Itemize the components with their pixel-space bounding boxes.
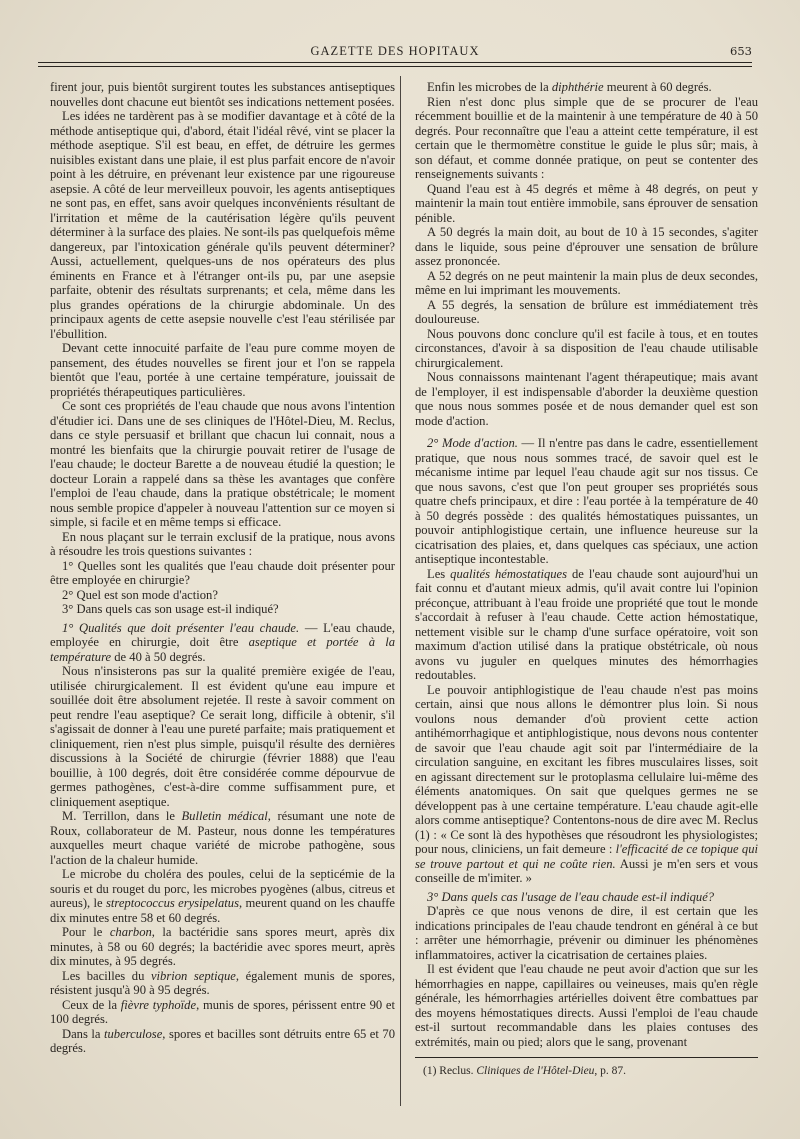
paragraph: Enfin les microbes de la diphthérie meurent à 60 degrés. — [427, 80, 712, 94]
paragraph: firent jour, puis bientôt surgirent toutes les substances antiseptiques nouvelles dont chacune eut bientôt ses indications nettement posées. — [50, 80, 395, 109]
section-3-title: 3° Dans quels cas l'usage de l'eau chaude est-il indiqué? — [427, 889, 715, 904]
paragraph: M. Terrillon, dans le Bulletin médical, résumant une note de Roux, collaborateur de M. Pasteur, nous donne les températures auxquelles meurt chaque variété de microbe pathogène, sous l'action de la chaleur humide. — [50, 809, 395, 867]
footnote-rule — [415, 1057, 758, 1058]
paragraph: Le pouvoir antiphlogistique de l'eau chaude n'est pas moins certain, ainsi que nous allons le démontrer plus loin. Si nous voulons nous demander d'où provient cette action antihémorrhagique et antiphlogistique, nous devons nous contenter de savoir que l'eau chaude agit soit par l'intermédiaire de la circulation sanguine, en excitant les fibres musculaires lisses, soit en agissant directement sur le protoplasma cellulaire lui-même des éléments anatomiques. On sait que quelques germes ne se développent pas à une certaine température. L'eau chaude agit-elle alors comme antiseptique? Contentons-nous de dire avec M. Reclus (1) : « Ce sont là des hypothèses que résoudront les physiologistes; pour nous, cliniciens, un fait demeure : l'efficacité de ce topique qui se trouve partout et qui ne coûte rien. Aussi je m'en sers et vous conseille de m'imiter. » — [415, 682, 758, 885]
paragraph: Rien n'est donc plus simple que de se procurer de l'eau récemment bouillie et de la maintenir à une température de 40 à 50 degrés. Pour reconnaître que l'eau a atteint cette température, il est certain que le thermomètre constitue le guide le plus sûr; mais, à son défaut, et comme donnée pratique, on peut se contenter des renseignements suivants : — [415, 94, 758, 181]
page-number: 653 — [730, 44, 752, 58]
paragraph: D'après ce que nous venons de dire, il est certain que les indications principales de l'eau chaude tendront en général à ce but : arrêter une hémorrhagie, prévenir ou diminuer les phénomènes inflammatoires, activer la cicatrisation de certaines plaies. — [415, 904, 758, 962]
paragraph: Nous pouvons donc conclure qu'il est facile à tous, et en toutes circonstances, d'avoir à sa disposition de l'eau chaude utilisable chirurgicalement. — [415, 326, 758, 370]
paragraph: Ceux de la fièvre typhoïde, munis de spores, périssent entre 90 et 100 degrés. — [50, 997, 395, 1026]
paragraph: En nous plaçant sur le terrain exclusif de la pratique, nous avons à résoudre les trois questions suivantes : — [50, 529, 395, 558]
paragraph: A 52 degrés on ne peut maintenir la main plus de deux secondes, même en lui imprimant les mouvements. — [415, 268, 758, 297]
section-2-title: 2° Mode d'action. — [427, 436, 518, 450]
running-header — [38, 44, 752, 62]
section-2-intro: 2° Mode d'action. — Il n'entre pas dans le cadre, essentiellement pratique, que nous nous sommes tracé, de savoir quel est le mécanisme intime par lequel l'eau chaude agit sur nos tissus. Ce que nous savons, c'est que l'on peut grouper ses propriétés sous quatre chefs principaux, et dire : l'eau portée à la température de 40 à 50 degrés possède : des qualités hémostatiques puissantes, un pouvoir antiphlogistique certain, une influence heureuse sur la cicatrisation des plaies, et, dans quelques cas spéciaux, une action antiseptique incontestable. — [415, 436, 759, 566]
paragraph: Les qualités hémostatiques de l'eau chaude sont aujourd'hui un fait connu et d'autant mieux admis, qu'il avait contre lui l'opinion préconçue, attribuant à l'eau froide une propriété que tout le monde s'accordait à refuser à l'eau chaude. Cette action hémostatique, nettement visible sur le champ d'une surface opératoire, voit son maximum d'action utilisé dans la pratique obstétricale, où nous avons vu juguler en quelques minutes des hémorrhagies redoutables. — [415, 566, 758, 682]
journal-title: GAZETTE DES HOPITAUX — [310, 44, 480, 58]
footnote: (1) Reclus. Cliniques de l'Hôtel-Dieu, p. 87. — [423, 1065, 627, 1077]
section-1-intro: 1° Qualités que doit présenter l'eau chaude. — L'eau chaude, employée en chirurgie, doit être aseptique et portée à la température de 40 à 50 degrés. — [50, 620, 395, 664]
column-divider — [400, 76, 401, 1106]
paragraph: Quand l'eau est à 45 degrés et même à 48 degrés, on peut y maintenir la main tout entière immobile, sans éprouver de sensation pénible. — [415, 181, 758, 225]
header-rule-top — [38, 62, 752, 63]
section-1-title: 1° Qualités que doit présenter l'eau chaude. — [62, 620, 300, 635]
paragraph: Ce sont ces propriétés de l'eau chaude que nous avons l'intention d'étudier ici. Dans une de ses cliniques de l'Hôtel-Dieu, M. Reclus, dans ce style persuasif et brillant que chacun lui connait, nous a montré les bienfaits que la chirurgie pouvait retirer de l'usage de l'eau chaude; le docteur Barette a de nouveau étudié la question; le docteur Lorain a rappelé dans sa thèse les avantages que confère l'emploi de l'eau chaude, dans la pratique obstétricale; le moment nous semble propice d'appeler à nouveau l'attention sur ce moyen si simple, si facile et en même temps si efficace. — [50, 399, 395, 529]
paragraph: Dans la tuberculose, spores et bacilles sont détruits entre 65 et 70 degrés. — [50, 1026, 395, 1055]
paragraph: Il est évident que l'eau chaude ne peut avoir d'action que sur les hémorrhagies en nappe, capillaires ou veineuses, mais qu'en règle générale, les hémorrhagies artérielles doivent être combattues par des moyens hémostatiques directs. Aussi l'emploi de l'eau chaude est-il surtout recommandable dans les plaies contuses des extrémités, main ou pied; alors que le sang, provenant — [415, 962, 758, 1049]
paragraph: Nous connaissons maintenant l'agent thérapeutique; mais avant de l'employer, il est indispensable d'aborder la deuxième question que nous nous sommes posée et de nous demander quel est son mode d'action. — [415, 370, 758, 428]
question-1: 1° Quelles sont les qualités que l'eau chaude doit présenter pour être employée en chirurgie? — [50, 558, 395, 587]
paragraph: A 55 degrés, la sensation de brûlure est immédiatement très douloureuse. — [415, 297, 758, 326]
paragraph: Pour le charbon, la bactéridie sans spores meurt, après dix minutes, à 58 ou 60 degrés; la bactéridie avec spores meurt, après dix minutes, à 95 degrés. — [50, 925, 395, 968]
question-2: 2° Quel est son mode d'action? — [62, 587, 218, 602]
paragraph: Les idées ne tardèrent pas à se modifier davantage et à côté de la méthode antiseptique qui, d'abord, était l'idéal rêvé, vint se placer la méthode aseptique. S'il est beau, en effet, de détruire les germes nuisibles existant dans une plaie, il est plus parfait encore de n'avoir point à les détruire, en prévenant leur existence par une rigoureuse asepsie. A côté de leur merveilleux pouvoir, les agents antiseptiques ne sont pas, en effet, sans avoir quelques inconvénients résultant de l'irritation et même de la cautérisation légère qu'ils peuvent déterminer à la surface des plaies. Ne sont-ils pas quelquefois même dangereux, par l'intoxication générale qu'ils peuvent déterminer? Aussi, actuellement, quelques-uns de nos opérateurs des plus éminents en France et à l'étranger ont-ils pu, par une asepsie parfaite, obtenir des résultats surprenants; et cela, même dans les plus grandes opérations de la chirurgie abdominale. Un des principaux agents de cette asepsie nouvelle c'est l'eau stérilisée par l'ébullition. — [50, 109, 395, 341]
paragraph: Nous n'insisterons pas sur la qualité première exigée de l'eau, utilisée chirurgicalement. Il est évident qu'une eau impure et souillée doit être absolument rejetée. Il reste à savoir comment on peut rendre l'eau aseptique? Ce serait long, difficile à obtenir, s'il s'agissait de donner à l'eau une pureté parfaite; mais pratiquement et cliniquement, rien n'est plus simple, puisqu'il résulte des dernières discussions à la Société de chirurgie (février 1888) que l'eau bouillie, à 100 degrés, doit être considérée comme dépourvue de germes pathogènes, c'est-à-dire comme suffisamment pure, et cliniquement aseptique. — [50, 664, 395, 809]
paragraph: A 50 degrés la main doit, au bout de 10 à 15 secondes, s'agiter dans le liquide, sous peine d'éprouver une sensation de brûlure assez prononcée. — [415, 225, 758, 268]
paragraph: Les bacilles du vibrion septique, également munis de spores, résistent jusqu'à 90 à 95 degrés. — [50, 968, 396, 997]
paragraph: Devant cette innocuité parfaite de l'eau pure comme moyen de pansement, des études nouvelles se firent jour et l'on se rappela bientôt que l'eau, portée à une certaine température, jouissait de propriétés thérapeutiques particulières. — [50, 341, 395, 399]
right-column — [415, 80, 758, 1079]
paragraph: Le microbe du choléra des poules, celui de la septicémie de la souris et du rouget du porc, les microbes pyogènes (albus, citreus et aureus), le streptococcus erysipelatus, meurent quand on les chauffe dix minutes entre 58 et 60 degrés. — [50, 867, 395, 925]
header-rule-bottom — [38, 66, 752, 67]
left-column — [50, 80, 395, 1056]
question-3: 3° Dans quels cas son usage est-il indiqué? — [62, 602, 279, 616]
